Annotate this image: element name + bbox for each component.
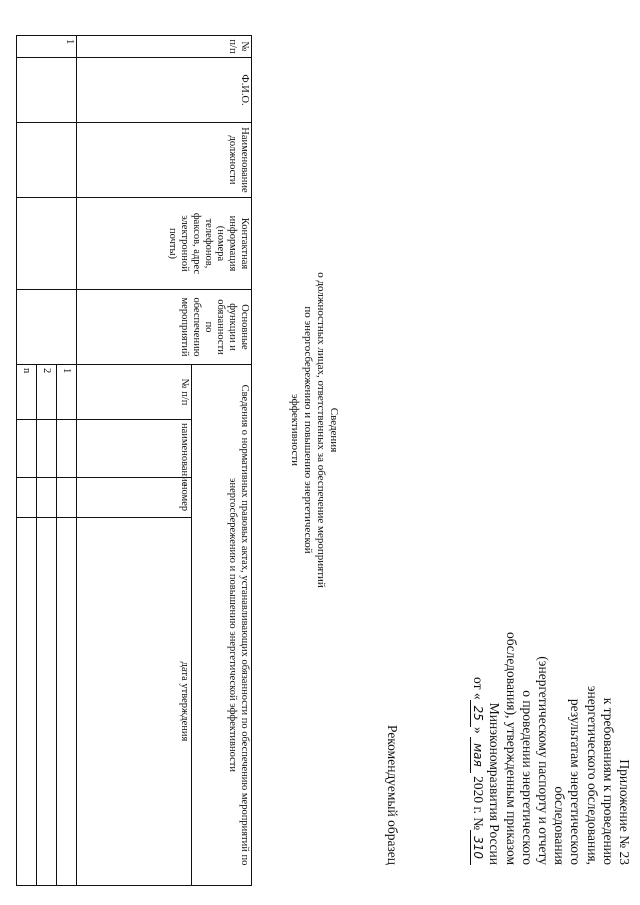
act-name-cell (37, 420, 57, 478)
act-number-cell (17, 478, 37, 518)
date-prefix: от « (471, 677, 487, 700)
header-line: о проведении энергетического (519, 690, 535, 865)
header-fio: Ф.И.О. (77, 58, 252, 123)
fio-cell (17, 58, 77, 123)
header-acts-num: № п/п (77, 365, 192, 420)
header-line: обследования), утвержденным приказом (503, 631, 519, 865)
sample-label: Рекомендуемый образец (385, 724, 400, 865)
date-day-handwritten: 25 (470, 700, 485, 727)
act-number-cell (37, 478, 57, 518)
position-cell (17, 123, 77, 198)
header-functions: Основные функции и обязанности по обеспечению мероприятий (77, 290, 252, 365)
header-line: результатам энергетического (568, 698, 584, 865)
act-name-cell (17, 420, 37, 478)
date-year: 2020 г. № (471, 772, 487, 831)
header-line: Минэкономразвития России (487, 702, 503, 865)
act-number-cell (57, 478, 77, 518)
order-date-line (470, 565, 486, 865)
header-acts-name: наименование (77, 420, 192, 478)
header-contacts: Контактная информация (номера телефонов, факсов, адрес электронной почты) (77, 198, 252, 290)
functions-cell (17, 290, 77, 365)
act-row-num: 2 (37, 365, 57, 420)
act-row-num: n (17, 365, 37, 420)
header-acts-number: номер (77, 478, 192, 518)
header-line: (энергетическому паспорту и отчету (535, 656, 551, 865)
header-line: обследования (552, 786, 568, 865)
date-month-handwritten: мая (470, 737, 485, 773)
header-num: № п/п (77, 36, 252, 58)
header-line: к требованиям к проведению (600, 697, 616, 865)
header-position: Наименование должности (77, 123, 252, 198)
title-heading: Сведения (328, 407, 340, 453)
document-title (288, 270, 340, 590)
act-name-cell (57, 420, 77, 478)
order-number-handwritten: 310 (470, 830, 485, 865)
act-date-cell (57, 518, 77, 886)
row-number-cell: 1 (17, 36, 77, 58)
header-line: Приложение № 23 (617, 759, 632, 865)
header-acts-group: Сведения о нормативных правовых актах, устанавливающих обязанности по обеспечению мероприятий по энергосбережению и повышению энергетической эффективности (192, 365, 252, 886)
act-date-cell (17, 518, 37, 886)
header-acts-date: дата утверждения (77, 518, 192, 886)
contacts-cell (17, 198, 77, 290)
officials-table (16, 35, 252, 886)
act-row-num: 1 (57, 365, 77, 420)
date-mid: » (471, 726, 487, 738)
appendix-header (470, 565, 632, 865)
header-line: энергетического обследования, (584, 685, 600, 865)
act-date-cell (37, 518, 57, 886)
title-subtitle: о должностных лицах, ответственных за обеспечение мероприятий по энергосбережению и повышению энергетической эффективности (289, 272, 327, 588)
